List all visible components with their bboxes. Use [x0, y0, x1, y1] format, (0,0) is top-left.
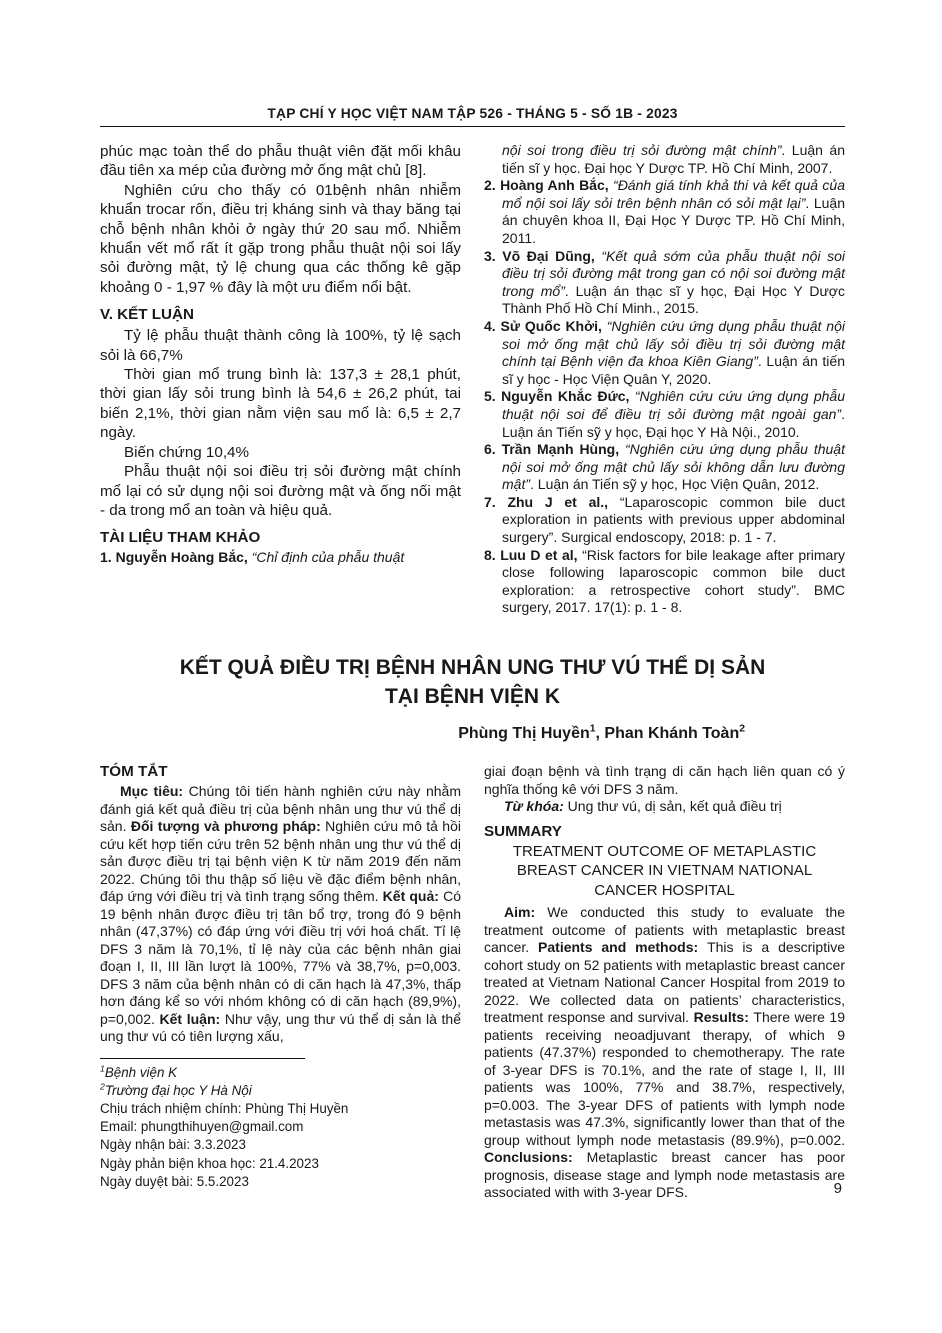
abstract-body: Mục tiêu: Chúng tôi tiến hành nghiên cứu này nhằm đánh giá kết quả điều trị của bệnh nhân ung thư vú thể dị sản. Đối tượng và phương pháp: Nghiên cứu mô tả hồi cứu kết hợp tiến cứu trên 52 bệnh nhân ung thư vú thể dị sản được điều trị tại bệnh viện K từ năm 2019 đến năm 2022. Chúng tôi thu thập số liệu về đặc điểm bệnh nhân, đáp ứng với điều trị và tình trạng sống thêm. Kết quả: Có 19 bệnh nhân được điều trị tân bổ trợ, trong đó 9 bệnh nhân (47,37%) có đáp ứng với điều trị với hoá chất. Tỉ lệ DFS 3 năm là 70,1%, tỉ lệ này của các bệnh nhân giai đoạn I, II, III lần lượt là 100%, 77% và 38,7%, p=0,003. DFS 3 năm của bệnh nhân có di căn hạch là 47,3%, thấp hơn đáng kể so với nhóm không có di căn hạch (89,9%), p=0,002. Kết luận: Như vậy, ung thư vú thể dị sản là thể ung thư vú có tiên lượng xấu, [100, 783, 461, 1045]
reference-item: 2. Hoàng Anh Bắc, “Đánh giá tính khả thi và kết quả của mổ nội soi lấy sỏi trên bệnh nhân có sỏi mật lại”. Luận án chuyên khoa II, Đại Học Y Dược TP. Hồ Chí Minh, 2011. [484, 177, 845, 246]
footnote-reviewed-date: Ngày phản biện khoa học: 21.4.2023 [100, 1155, 319, 1171]
reference-item: 8. Luu D et al, “Risk factors for bile leakage after primary close following laparoscopic common bile duct exploration: a retrospective cohort study”. BMC surgery, 2017. 17(1): p. 1 - 8. [484, 546, 845, 616]
paragraph: Thời gian mổ trung bình là: 137,3 ± 28,1 phút, thời gian lấy sỏi trung bình là 54,6 ± 26,2 phút, tai biến 2,1%, thời gian nằm viện sau mổ là: 6,5 ± 2,7 ngày. [100, 366, 461, 442]
reference-item: 7. Zhu J et al., “Laparoscopic common bile duct exploration in patients with previous upper abdominal surgery”. Surgical endoscopy, 2018: p. 1 - 7. [484, 493, 845, 546]
summary-title: TREATMENT OUTCOME OF METAPLASTIC BREAST CANCER IN VIETNAM NATIONAL CANCER HOSPITAL [512, 842, 817, 899]
article2-title-line2: TẠI BỆNH VIỆN K [384, 685, 560, 709]
footnote-accepted-date: Ngày duyệt bài: 5.5.2023 [100, 1173, 249, 1189]
reference-item: 3. Võ Đại Dũng, “Kết quả sớm của phẫu thuật nội soi điều trị sỏi đường mật trong gan có nội soi đường mật trong mổ”. Luận án thạc sĩ y học, Đại Học Y Dược Thành Phố Hồ Chí Minh., 2015. [484, 247, 845, 317]
reference-item: 6. Trần Mạnh Hùng, “Nghiên cứu ứng dụng phẫu thuật nội soi mở ống mật chủ lấy sỏi không dẫn lưu đường mật”. Luận án Tiến sỹ y học, Học Viện Quân, 2012. [484, 441, 845, 493]
paragraph: Phẫu thuật nội soi điều trị sỏi đường mật chính mổ lại có sử dụng nội soi đường mật và ống nối mật - da trong mổ an toàn và hiệu quả. [100, 463, 461, 519]
summary-body: Aim: We conducted this study to evaluate the treatment outcome of patients with metaplastic breast cancer. Patients and methods: This is a descriptive cohort study on 52 patients with metaplastic breast cancer treated at Vietnam National Cancer Hospital from 2019 to 2022. We collected data on patients’ characteristics, treatment response and survival. Results: There were 19 patients receiving neoadjuvant therapy, of which 9 patients (47.37%) responded to chemotherapy. The rate of 3-year DFS is 70.1%, and the rate of stage I, II, III patients was 100%, 77% and 38.7%, respectively, p=0.003. The 3-year DFS of patients with lymph node metastasis was 47.3%, significantly lower than that of the group without lymph node metastasis (89.9%), p=0.002. Conclusions: Metaplastic breast cancer has poor prognosis, disease stage and lymph node metastasis are associated with with 3-year DFS. [484, 904, 846, 1201]
footnote-affiliation-1: $^1$Bệnh viện K [100, 1063, 178, 1080]
paragraph: phúc mạc toàn thể do phẫu thuật viên đặt mối khâu đầu tiên xa mép của đường mở ống mật chủ [8]. [100, 143, 461, 180]
footnote-received-date: Ngày nhận bài: 3.3.2023 [100, 1137, 246, 1153]
article2-title-line1: KẾT QUẢ ĐIỀU TRỊ BỆNH NHÂN UNG THƯ VÚ THỂ DỊ SẢN [179, 656, 766, 680]
keywords-line: Từ khóa: Ung thư vú, dị sản, kết quả điều trị [504, 798, 782, 815]
footnote-divider [100, 1058, 305, 1059]
article1-right-column [484, 142, 845, 617]
reference-item: 1. Nguyễn Hoàng Bắc, “Chỉ định của phẫu thuật [100, 549, 405, 566]
references-heading: TÀI LIỆU THAM KHẢO [100, 529, 261, 547]
article2-title [110, 653, 835, 711]
footnote [100, 1058, 461, 1191]
article2-section [100, 763, 845, 1202]
conclusion-heading: V. KẾT LUẬN [100, 306, 194, 324]
reference-item-continuation: nội soi trong điều trị sỏi đường mật chính”. Luận án tiến sĩ y học. Đại học Y Dược TP. Hồ Chí Minh, 2007. [502, 142, 845, 176]
authors-line: Phùng Thị Huyền$^1$, Phan Khánh Toàn$^2$ [458, 723, 745, 743]
article2-right-column [484, 763, 845, 1202]
paragraph: Biến chứng 10,4% [124, 443, 250, 461]
reference-item: 5. Nguyễn Khắc Đức, “Nghiên cứu cứu ứng dụng phẫu thuật nội soi để điều trị sỏi đường mật ngoài gan”. Luận án Tiến sỹ y học, Đại học Y Hà Nội., 2010. [484, 388, 845, 440]
article1-left-column [100, 142, 461, 617]
footnote-corresponding-author: Chịu trách nhiệm chính: Phùng Thị Huyền [100, 1100, 349, 1116]
page-number: 9 [833, 1180, 842, 1197]
reference-item: 4. Sử Quốc Khởi, “Nghiên cứu ứng dụng phẫu thuật nội soi mở ống mật chủ lấy sỏi điều trị sỏi đường mật chính tại Bệnh viện đa khoa Kiên Giang”. Luận án tiến sĩ y học - Học Viện Quân Y, 2020. [484, 317, 845, 387]
abstract-heading: TÓM TẮT [100, 763, 168, 781]
summary-heading: SUMMARY [484, 822, 562, 840]
footnote-email: Email: phungthihuyen@gmail.com [100, 1119, 304, 1135]
article2-left-column [100, 763, 461, 1202]
paragraph: Tỷ lệ phẫu thuật thành công là 100%, tỷ lệ sạch sỏi là 66,7% [100, 327, 461, 364]
article1-section [100, 142, 845, 617]
paragraph: Nghiên cứu cho thấy có 01bệnh nhân nhiễm khuẩn trocar rốn, điều trị kháng sinh và thay băng tại chỗ bệnh nhân khỏi ở ngày thứ 20 sau mổ. Nhiễm khuẩn vết mổ rất ít gặp trong phẫu thuật nội soi lấy sỏi đường mật, tỷ lệ chung qua các thống kê gặp khoảng 0 - 1,97 % đây là một ưu điểm nổi bật. [100, 181, 461, 296]
journal-title: TẠP CHÍ Y HỌC VIỆT NAM TẬP 526 - THÁNG 5 - SỐ 1B - 2023 [267, 106, 678, 121]
abstract-continuation: giai đoạn bệnh và tình trạng di căn hạch liên quan có ý nghĩa thống kê với DFS 3 năm. [484, 763, 845, 797]
journal-header [100, 106, 845, 127]
footnote-affiliation-2: $^2$Trường đại học Y Hà Nội [100, 1081, 252, 1098]
